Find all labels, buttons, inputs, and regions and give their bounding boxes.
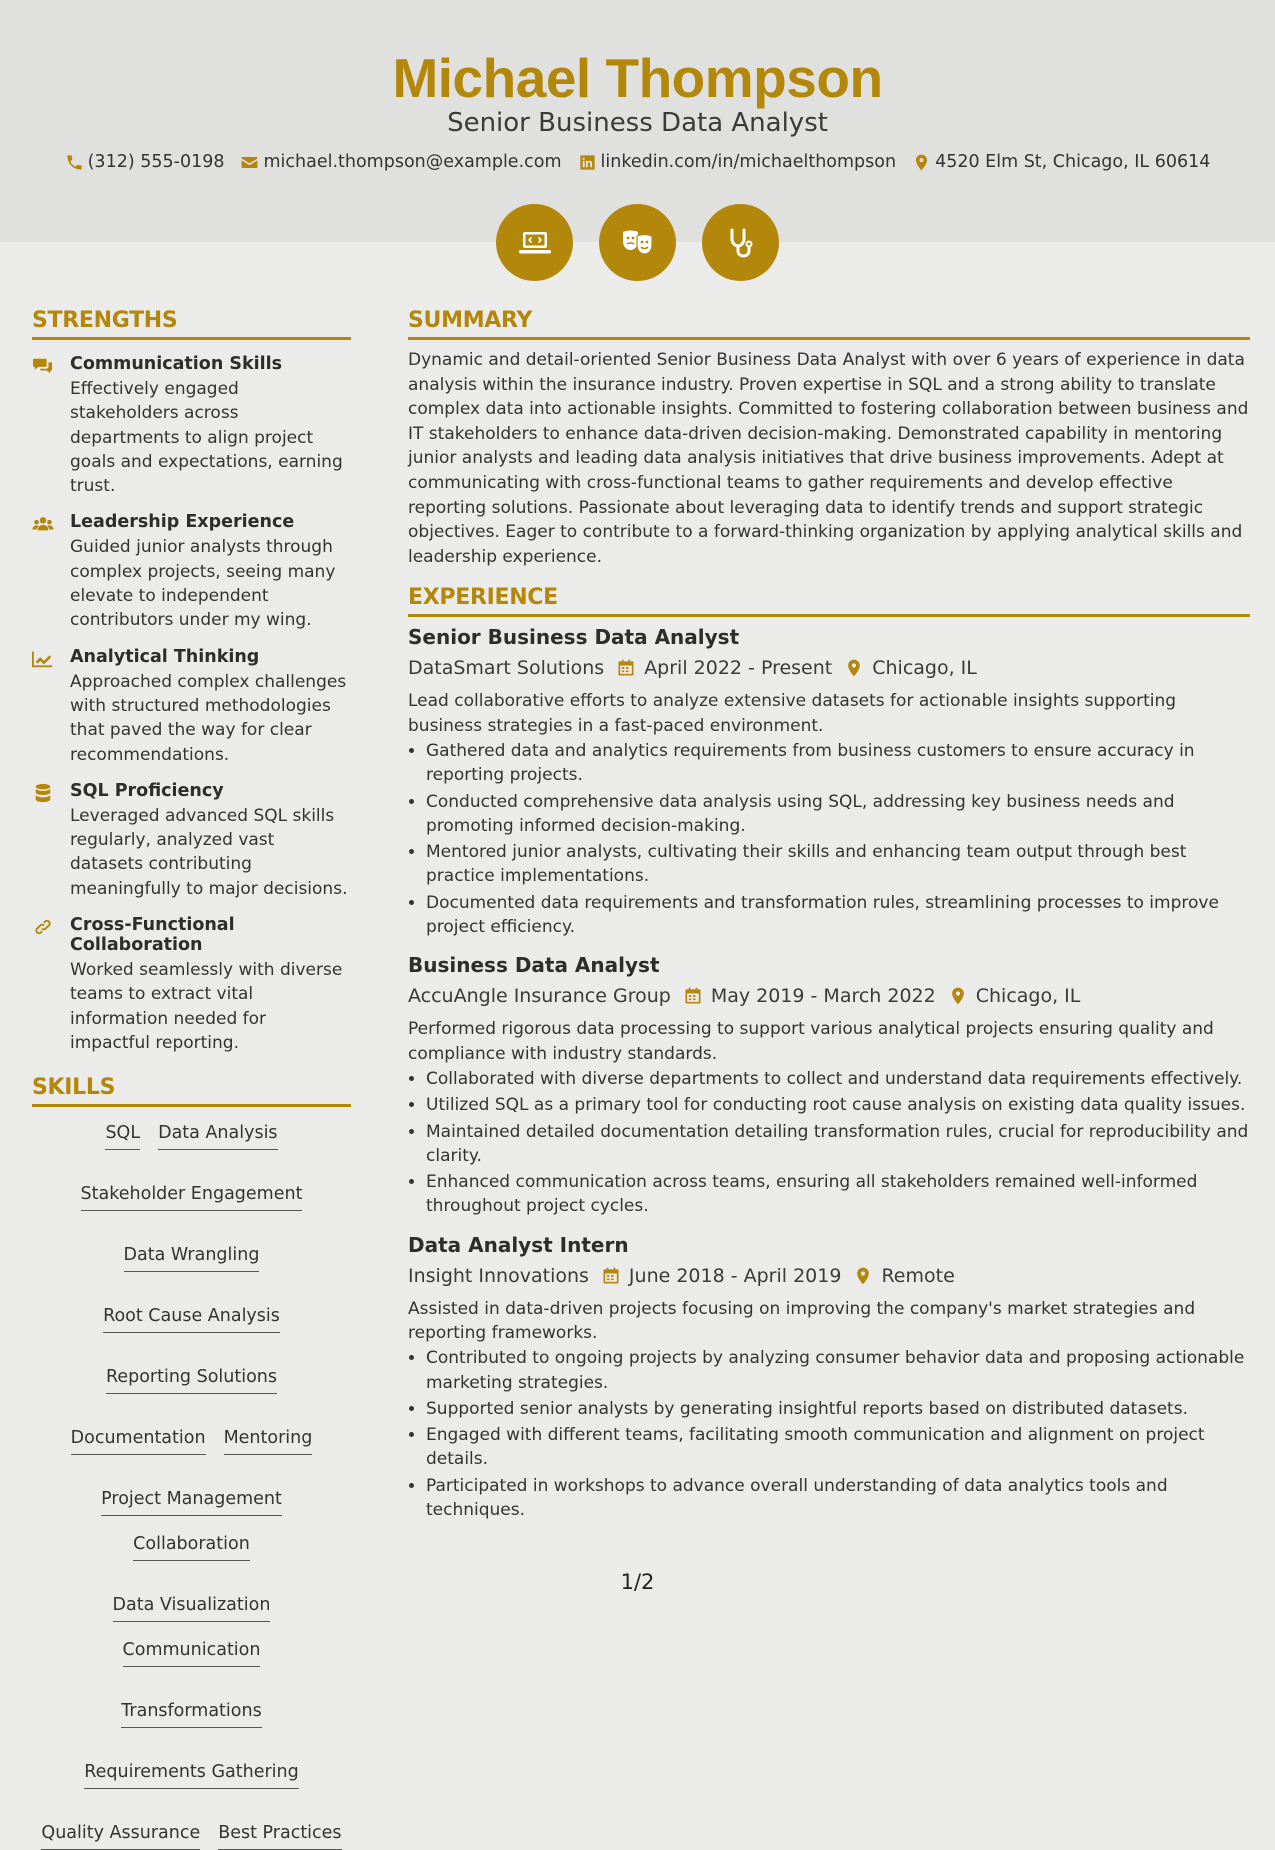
job-meta — [408, 1265, 1250, 1287]
bullet-item: • Mentored junior analysts, cultivating their skills and enhancing team output through best practice implementations. — [426, 840, 1250, 889]
skill-tag: Documentation — [71, 1426, 206, 1455]
skills-list — [32, 1121, 351, 1850]
email-icon — [240, 153, 259, 172]
location-icon — [844, 658, 864, 678]
job-entry — [408, 953, 1250, 1218]
right-column — [408, 308, 1250, 1524]
users-icon — [32, 514, 54, 534]
calendar-icon — [683, 986, 703, 1006]
strength-title: Communication Skills — [70, 354, 283, 374]
job-bullets — [408, 739, 1250, 939]
skill-tag: Project Management — [101, 1487, 282, 1516]
laptop-code-icon — [515, 223, 555, 263]
hobby-coding — [496, 204, 573, 281]
location-icon — [853, 1266, 873, 1286]
job-title: Data Analyst Intern — [408, 1232, 629, 1257]
location-icon — [912, 153, 931, 172]
job-title: Senior Business Data Analyst — [408, 625, 740, 650]
strength-title: Cross-Functional Collaboration — [70, 915, 235, 956]
phone-icon — [65, 153, 84, 172]
bullet-item: • Documented data requirements and transformation rules, streamlining processes to improve project efficiency. — [426, 891, 1250, 940]
strength-desc: Leveraged advanced SQL skills regularly, analyzed vast datasets contributing meaningfully to major decisions. — [70, 805, 348, 899]
skill-tag: Quality Assurance — [41, 1821, 200, 1850]
bullet-item: • Utilized SQL as a primary tool for conducting root cause analysis on existing data quality issues. — [426, 1093, 1250, 1117]
skill-tag: Root Cause Analysis — [103, 1304, 280, 1333]
skill-tag: Best Practices — [218, 1821, 341, 1850]
page-number: 1/2 — [620, 1570, 655, 1594]
job-description: Performed rigorous data processing to support various analytical projects ensuring quality and compliance with industry standards. — [408, 1019, 1214, 1064]
skill-tag: Collaboration — [133, 1532, 250, 1561]
job-company: Insight Innovations — [408, 1264, 589, 1287]
skill-tag: SQL — [105, 1121, 140, 1150]
skill-tag: Communication — [123, 1638, 261, 1667]
job-meta — [408, 985, 1250, 1007]
strength-desc: Guided junior analysts through complex projects, seeing many elevate to independent contributors under my wing. — [70, 537, 336, 631]
hobby-medicine — [702, 204, 779, 281]
job-entry — [408, 625, 1250, 939]
link-icon — [32, 917, 54, 937]
theater-masks-icon — [618, 223, 658, 263]
contact-location[interactable] — [912, 152, 1210, 172]
strength-title: Leadership Experience — [70, 512, 295, 533]
job-bullets — [408, 1346, 1250, 1522]
strengths-list — [32, 354, 351, 1055]
strength-desc: Worked seamlessly with diverse teams to extract vital information needed for impactful reporting. — [70, 960, 343, 1053]
job-company: DataSmart Solutions — [408, 657, 605, 680]
strength-item — [32, 915, 351, 1055]
contact-linkedin[interactable] — [578, 152, 897, 172]
strength-desc: Approached complex challenges with structured methodologies that paved the way for clear recommendations. — [70, 671, 347, 765]
strength-title: SQL Proficiency — [70, 780, 224, 801]
left-column — [32, 308, 351, 1850]
job-meta — [408, 657, 1250, 679]
skill-tag: Mentoring — [224, 1426, 313, 1455]
contact-bar — [0, 152, 1275, 172]
job-location: Chicago, IL — [872, 657, 977, 680]
bullet-item: • Gathered data and analytics requirements from business customers to ensure accuracy in reporting projects. — [426, 739, 1250, 788]
summary-heading: SUMMARY — [408, 308, 1250, 340]
skill-tag: Reporting Solutions — [106, 1365, 277, 1394]
database-icon — [32, 783, 54, 803]
email-text: michael.thompson@example.com — [263, 152, 562, 172]
job-location: Chicago, IL — [975, 985, 1081, 1008]
job-location: Remote — [881, 1264, 955, 1287]
calendar-icon — [601, 1266, 621, 1286]
skill-tag: Data Visualization — [113, 1593, 271, 1622]
job-description: Assisted in data-driven projects focusing on improving the company's market strategies and reporting frameworks. — [408, 1298, 1196, 1343]
hobby-icons — [0, 204, 1275, 281]
skill-tag: Data Wrangling — [124, 1243, 260, 1272]
contact-email[interactable] — [240, 152, 561, 172]
job-title: Business Data Analyst — [408, 953, 660, 978]
job-dates: April 2022 - Present — [644, 657, 833, 680]
experience-heading: EXPERIENCE — [408, 585, 1250, 617]
bullet-item: • Supported senior analysts by generating insightful reports based on distributed datasets. — [426, 1397, 1250, 1421]
candidate-name: Michael Thompson — [392, 47, 883, 109]
calendar-icon — [616, 658, 636, 678]
linkedin-text: linkedin.com/in/michaelthompson — [600, 152, 897, 172]
strength-desc: Effectively engaged stakeholders across departments to align project goals and expectations, earning trust. — [70, 379, 343, 497]
job-entry — [408, 1233, 1250, 1523]
job-description: Lead collaborative efforts to analyze extensive datasets for actionable insights supporting business strategies in a fast-paced environment. — [408, 691, 1177, 736]
comments-icon — [32, 356, 54, 376]
strength-title: Analytical Thinking — [70, 646, 260, 667]
strength-item — [32, 647, 351, 767]
strength-item — [32, 512, 351, 632]
bullet-item: • Conducted comprehensive data analysis using SQL, addressing key business needs and promoting informed decision-making. — [426, 790, 1250, 839]
bullet-item: • Participated in workshops to advance overall understanding of data analytics tools and techniques. — [426, 1474, 1250, 1523]
summary-text: Dynamic and detail-oriented Senior Business Data Analyst with over 6 years of experience in data analysis within the insurance industry. Proven expertise in SQL and a strong ability to translate complex data into actionable insights. Committed to fostering collaboration between business and IT stakeholders to enhance data-driven decision-making. Demonstrated capability in mentoring junior analysts and leading data analysis initiatives that drive business improvements. Adept at communicating with cross-functional teams to gather requirements and develop effective reporting solutions. Passionate about leveraging data to identify trends and support strategic objectives. Eager to contribute to a forward-thinking organization by applying analytical skills and leadership experience. — [408, 350, 1249, 567]
bullet-item: • Maintained detailed documentation detailing transformation rules, crucial for reproducibility and clarity. — [426, 1120, 1250, 1169]
job-dates: May 2019 - March 2022 — [710, 985, 936, 1008]
skill-tag: Stakeholder Engagement — [81, 1182, 303, 1211]
stethoscope-icon — [721, 223, 761, 263]
skills-heading: SKILLS — [32, 1075, 351, 1107]
bullet-item: • Engaged with different teams, facilitating smooth communication and alignment on project details. — [426, 1423, 1250, 1472]
skill-tag: Transformations — [121, 1699, 261, 1728]
location-icon — [948, 986, 968, 1006]
bullet-item: • Contributed to ongoing projects by analyzing consumer behavior data and proposing actionable marketing strategies. — [426, 1346, 1250, 1395]
skill-tag: Requirements Gathering — [84, 1760, 299, 1789]
job-company: AccuAngle Insurance Group — [408, 985, 671, 1008]
linkedin-icon — [578, 153, 597, 172]
candidate-title: Senior Business Data Analyst — [447, 108, 828, 138]
bullet-item: • Collaborated with diverse departments to collect and understand data requirements effectively. — [426, 1067, 1250, 1091]
contact-phone[interactable] — [65, 152, 225, 172]
strength-item — [32, 354, 351, 498]
phone-text: (312) 555-0198 — [87, 152, 225, 172]
job-dates: June 2018 - April 2019 — [628, 1264, 842, 1287]
location-text: 4520 Elm St, Chicago, IL 60614 — [935, 152, 1211, 172]
bullet-item: • Enhanced communication across teams, ensuring all stakeholders remained well-informed throughout project cycles. — [426, 1170, 1250, 1219]
skill-tag: Data Analysis — [158, 1121, 277, 1150]
strength-item — [32, 781, 351, 901]
hobby-theater — [599, 204, 676, 281]
chart-line-icon — [32, 649, 54, 669]
job-bullets — [408, 1067, 1250, 1219]
strengths-heading: STRENGTHS — [32, 308, 351, 340]
